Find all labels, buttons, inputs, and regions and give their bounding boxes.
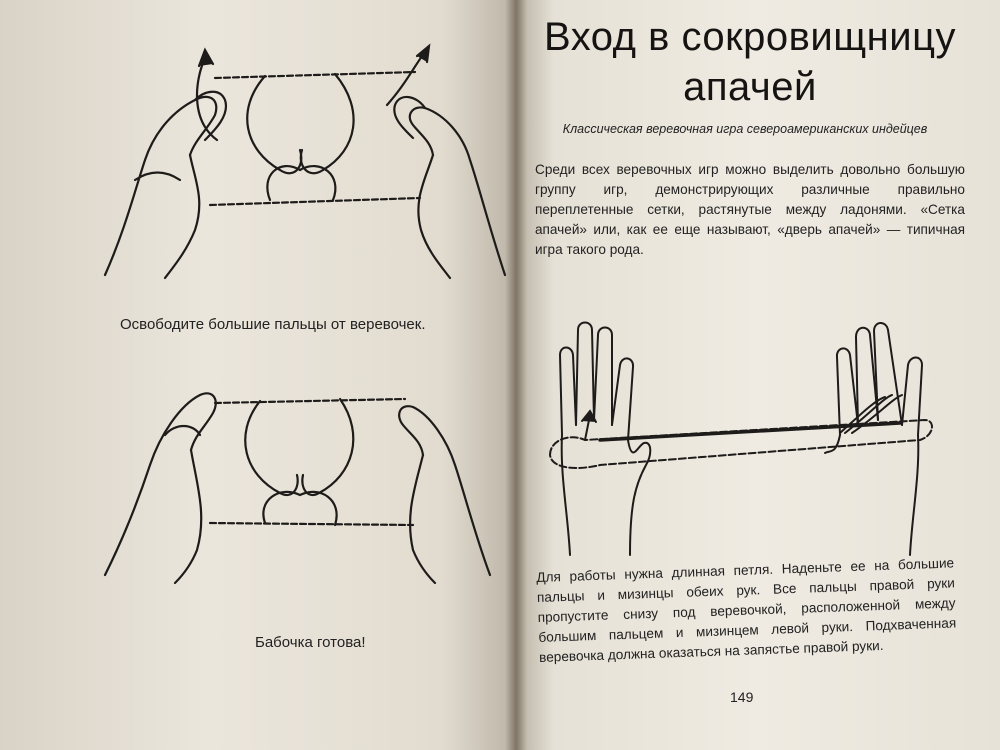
title-line-2: апачей [683,65,817,109]
caption-release-thumbs: Освободите большие пальцы от веревочек. [120,316,426,333]
caption-butterfly-ready: Бабочка готова! [255,634,366,651]
title-line-1: Вход в сокровищницу [544,15,956,59]
illustration-open-palms-with-loop [540,315,940,565]
illustration-butterfly-ready [95,375,495,585]
illustration-hands-release-thumbs [95,30,515,280]
page-title [530,12,970,112]
page-subtitle: Классическая веревочная игра североамериканских индейцев [562,122,928,136]
page-number: 149 [730,689,754,705]
intro-paragraph: Среди всех веревочных игр можно выделить довольно большую группу игр, демонстрирующих различные правильно переплетенные сетки, растянутые между ладонями. «Сетка апачей» или, как ее еще называют, «дверь апачей» — типичная игра такого рода. [535,162,965,257]
instructions-paragraph: Для работы нужна длинная петля. Наденьте ее на большие пальцы и мизинцы обеих рук. Все пальцы правой руки пропустите снизу под веревочкой, расположенной между большим пальцем и мизинцем левой руки. Подхваченная веревочка должна оказаться на запястье правой руки. [536,555,957,665]
